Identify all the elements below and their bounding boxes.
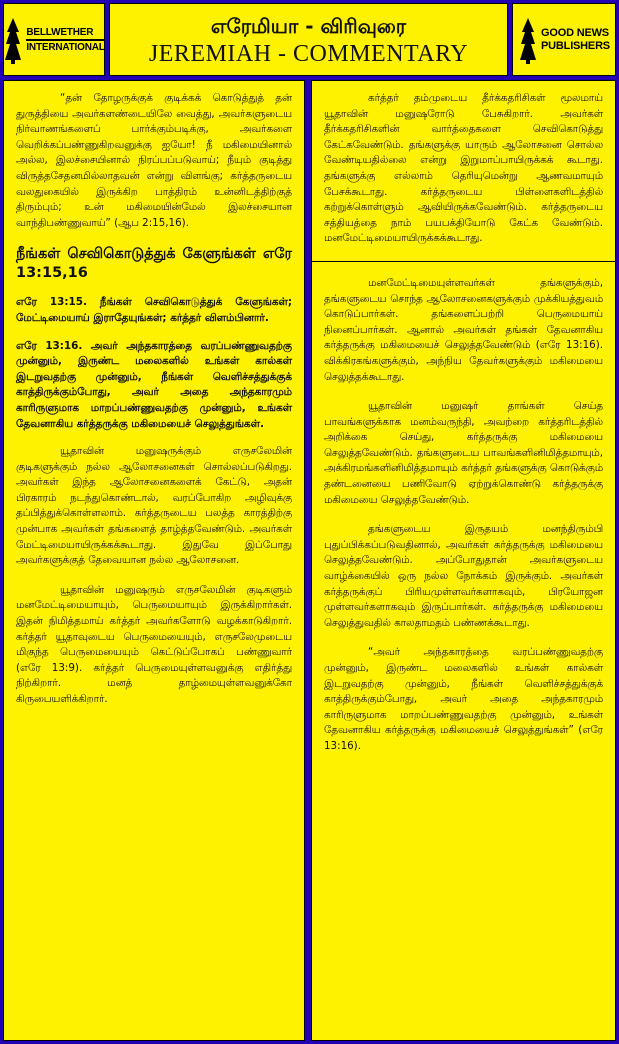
right-paragraph-3: யூதாவின் மனுஷர் தாங்கள் செய்த பாவங்களுக்காக மனம்வருந்தி, அவற்றை கர்த்தரிடத்தில் அறிக்கை செய்து, கர்த்தருக்கு மகிமையை செலுத்தவேண்டும். தங்களுடைய பாவங்களினிமித்தமாயும், அக்கிரமங்களினிமித்தமாயும் கர்த்தர் தங்களுக்கு கொடுக்கும் தண்டனையை பணிவோடு ஏற்றுக்கொண்டு கர்த்தருக்கு மகிமையை செலுத்தவேண்டும். [324,400,603,506]
right-logo-line-1: GOOD NEWS [541,26,609,39]
page-title-tamil: எரேமியா - விரிவுரை [210,14,407,38]
title-panel [109,3,508,76]
left-paragraph-1: யூதாவின் மனுஷருக்கும் எருசலேமின் குடிகளுக்கும் நல்ல ஆலோசனைகள் சொல்லப்படுகிறது. அவர்கள் இந்த ஆலோசனைகளைக் கேட்டு, அதன் பிரகாரம் நடந்துகொண்டால், வரப்போகிற அழிவுக்கு தப்பித்துக்கொள்ளலாம். கர்த்தருடைய பலத்த காரத்திற்கு முன்பாக அவர்கள் தங்களைத் தாழ்த்தவேண்டும். அவர்கள் மேட்டிமையாயிருக்கக்கூடாது. இதுவே இப்போது அவர்களுக்குத் தேவையான நல்ல ஆலோசனை. [16,445,292,567]
left-logo-line-1: BELLWETHER [26,26,104,41]
right-paragraph-1: கர்த்தர் தம்முடைய தீர்க்கதரிசிகள் மூலமாய் யூதாவின் மனுஷரோடு பேசுகிறார். அவர்கள் தீர்க்கதரிசிகளின் வார்த்தைகளை செவிகொடுத்து கேட்கவேண்டும். தங்களுக்கு யாரும் ஆலோசனை சொல்ல வேண்டியதில்லை என்று இறுமாப்பாயிருக்கக் கூடாது. தங்களுக்கு எல்லாம் தெரியுமென்று ஆணவமாயும் பேசக்கூடாது. கர்த்தருடைய பிள்ளைகளிடத்தில் கற்றுக்கொள்ளும் ஆவியிருக்கவேண்டும். கர்த்தருடைய சத்தியத்தை நாம் பயபக்தியோடு கேட்க வேண்டும். மனமேட்டிமையாயிருக்கக்கூடாது. [324,92,603,245]
right-logo-line-2: PUBLISHERS [541,39,610,52]
left-quote-paragraph: “தன் தோழருக்குக் குடிக்கக் கொடுத்துத் தன் துருத்தியை அவர்களண்டையிலே வைத்து, அவர்களுடைய நிர்வாணங்களைப் பார்க்கும்படிக்கு, அவர்களை வெறிக்கப்பண்ணுகிறவனுக்கு ஐயோ! நீ மகிமையினால் அல்ல, இலச்சையினால் நிரப்பப்படுவாய்; நீயும் குடித்து விருத்தசேதனமில்லாதவன் என்று விளங்கு; கர்த்தருடைய வலதுகையில் இருக்கிற பாத்திரம் உன்னிடத்திற்குத் திரும்பும்; உன் மகிமையின்மேல் இலச்சையான வாந்திபண்ணுவாய்” (ஆப 2:15,16). [16,92,292,229]
divider [312,261,615,262]
left-logo-line-2: INTERNATIONAL [26,41,105,53]
right-quote-paragraph: “அவர் அந்தகாரத்தை வரப்பண்ணுவதற்கு முன்னும், இருண்ட மலைகளில் உங்கள் கால்கள் இடறுவதற்கு முன்னும், நீங்கள் வெளிச்சத்துக்குக் காத்திருக்கும்போது, அவர் அதை அந்தகாரமும் காரிருளுமாக மாறப்பண்ணுவதற்கு முன்னும், உங்கள் தேவனாகிய கர்த்தருக்கு மகிமையைச் செலுத்துங்கள்” (எரே 13:16). [324,646,603,752]
verse-13-16: எரே 13:16. அவர் அந்தகாரத்தை வரப்பண்ணுவதற்கு முன்னும், இருண்ட மலைகளில் உங்கள் கால்கள் இடறுவதற்கு முன்னும், நீங்கள் வெளிச்சத்துக்குக் காத்திருக்கும்போது, அவர் அதை அந்தகாரமும் காரிருளுமாக மாறப்பண்ணுவதற்கு முன்னும், உங்கள் தேவனாகிய கர்த்தருக்கு மகிமையைச் செலுத்துங்கள். [16,339,292,430]
right-paragraph-4: தங்களுடைய இருதயம் மனந்திரும்பி புதுப்பிக்கப்படுவதினால், அவர்கள் கர்த்தருக்கு மகிமையை செலுத்தவேண்டும். அப்போதுதான் அவர்களுடைய வாழ்க்கையில் ஒரு நல்ல நோக்கம் இருக்கும். அவர்கள் கர்த்தருக்குப் பிரியமுள்ளவர்களாகவும், பிரயோஜன முள்ளவர்களாகவும் இருப்பார்கள். கர்த்தருக்கு மகிமையை செலுத்துவதில் காலதாமதம் பண்ணக்கூடாது. [324,523,603,629]
page-title-english: JEREMIAH - COMMENTARY [148,41,469,67]
section-heading: நீங்கள் செவிகொடுத்துக் கேளுங்கள் எரே 13:15,16 [16,246,292,282]
good-news-logo-panel [512,3,616,76]
right-column [311,80,616,1041]
bellwether-logo-icon [3,16,23,64]
left-column [3,80,305,1041]
right-paragraph-2: மனமேட்டிமையுள்ளவர்கள் தங்களுக்கும், தங்களுடைய சொந்த ஆலோசனைகளுக்கும் முக்கியத்துவம் கொடுப்பார்கள். தங்களைப்பற்றி பெருமையாய் நினைப்பார்கள். ஆனால் அவர்கள் தங்கள் தேவனாகிய கர்த்தருக்கு மகிமையைச் செலுத்தவேண்டும் (எரே 13:16). விக்கிரகங்களுக்கும், அந்நிய தேவர்களுக்கும் மகிமையை செலுத்தக்கூடாது. [324,276,603,383]
bellwether-logo-panel [3,3,105,76]
verse-13-15: எரே 13:15. நீங்கள் செவிகொடுத்துக் கேளுங்கள்; மேட்டிமையாய் இராதேயுங்கள்; கர்த்தர் விளம்பினார். [16,296,292,324]
left-paragraph-2: யூதாவின் மனுஷரும் எருசலேமின் குடிகளும் மனமேட்டிமையாயும், பெருமையாயும் இருக்கிறார்கள். இதன் நிமித்தமாய் கர்த்தர் அவர்களோடு வழக்காடுகிறார். கர்த்தர் யூதாவுடைய பெருமையையும், எருசலேமுடைய மிகுந்த பெருமையையும் கெட்டுப்போகப் பண்ணுவார் (எரே 13:9). கர்த்தர் பெருமையுள்ளவனுக்கு எதிர்த்து நிற்கிறார். மனத் தாழ்மையுள்ளவனுக்கோ கிருபையளிக்கிறார். [16,583,292,705]
good-news-logo-icon [518,16,538,64]
